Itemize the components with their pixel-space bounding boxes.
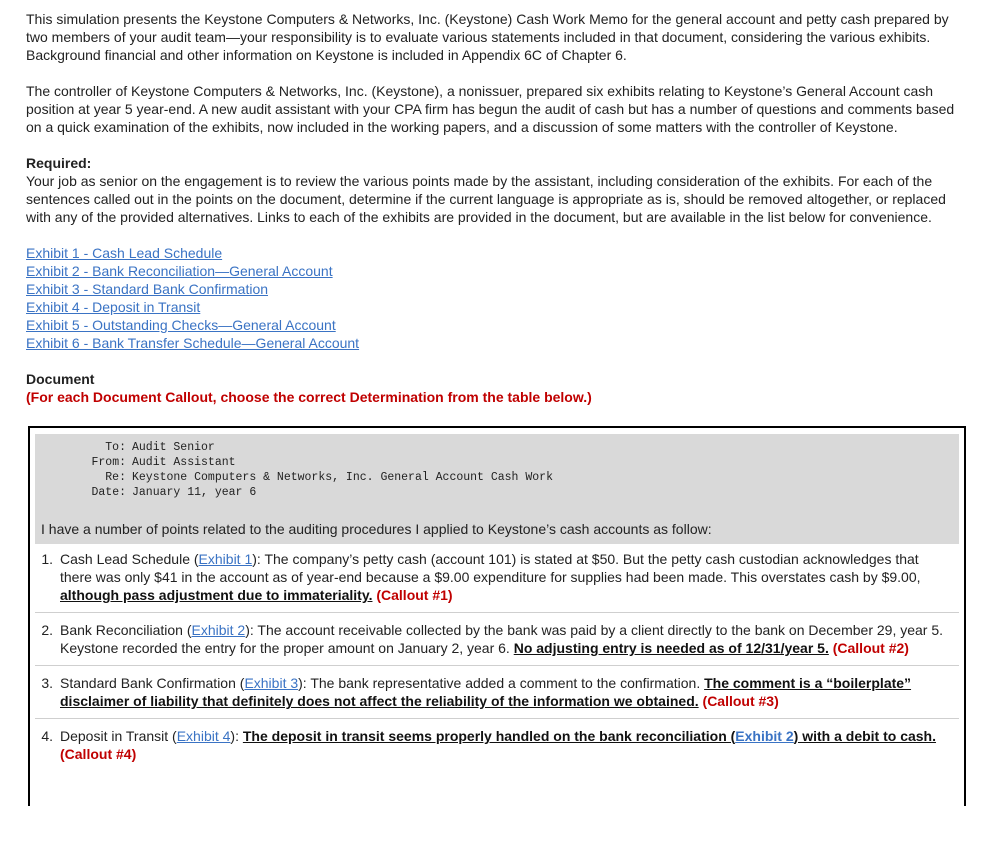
divider <box>35 612 959 613</box>
memo-from-row <box>43 455 951 470</box>
intro-paragraph-2: The controller of Keystone Computers & Networks, Inc. (Keystone), a nonissuer, prepared six exhibits relating to Keystone’s General Account cash position at year 5 year-end. A new audit assistant with your CPA firm has begun the audit of cash but has a number of questions and comments based on a quick examination of the exhibits, now included in the working papers, and a discussion of some matters with the controller of Keystone. <box>26 83 955 135</box>
callout-3-label: (Callout #3) <box>702 693 779 709</box>
exhibit-4-link[interactable]: Exhibit 4 - Deposit in Transit <box>26 299 201 315</box>
exhibit-2-inline-link[interactable]: Exhibit 2 <box>735 728 794 744</box>
point-lead: Cash Lead Schedule ( <box>60 551 199 567</box>
memo-points <box>35 544 959 763</box>
callout-1-statement[interactable]: although pass adjustment due to immateriality. <box>60 587 373 603</box>
point-number: 4. <box>41 728 53 744</box>
memo-to-row <box>43 440 951 455</box>
point-lead: Bank Reconciliation ( <box>60 622 192 638</box>
intro-paragraph-1: This simulation presents the Keystone Computers & Networks, Inc. (Keystone) Cash Work Memo for the general account and petty cash prepared by two members of your audit team—your responsibility is to evaluate various statements included in that document, considering the various exhibits. Background financial and other information on Keystone is included in Appendix 6C of Chapter 6. <box>26 11 949 63</box>
memo-header <box>35 434 959 520</box>
exhibit-3-inline-link[interactable]: Exhibit 3 <box>244 675 299 691</box>
memo-point-1 <box>35 550 959 604</box>
document-title: Document <box>26 371 95 387</box>
exhibit-6-link[interactable]: Exhibit 6 - Bank Transfer Schedule—General Account <box>26 335 360 351</box>
memo-point-3 <box>35 674 959 710</box>
point-text: ): The company’s petty cash (account 101) is stated at $50. But the petty cash custodian acknowledges that there was only $41 in the account as of year-end because a $9.00 expenditure for supplies had been made. This overstates cash by $9.00, <box>60 551 921 585</box>
memo-intro: I have a number of points related to the auditing procedures I applied to Keystone’s cash accounts as follow: <box>35 520 959 544</box>
point-text: ): <box>230 728 243 744</box>
exhibit-link-list <box>26 244 962 352</box>
callout-4-statement[interactable] <box>243 728 936 744</box>
document-instruction: (For each Document Callout, choose the correct Determination from the table below.) <box>26 389 592 405</box>
exhibit-3-link[interactable]: Exhibit 3 - Standard Bank Confirmation <box>26 281 269 297</box>
exhibit-5-link[interactable]: Exhibit 5 - Outstanding Checks—General Account <box>26 317 336 333</box>
memo-date-label: Date: <box>91 486 126 499</box>
divider <box>35 665 959 666</box>
callout-3-statement[interactable]: The comment is a “boilerplate” disclaimer of liability that definitely does not affect the reliability of the information we obtained. <box>60 675 912 709</box>
callout-1-label: (Callout #1) <box>376 587 453 603</box>
callout-2-statement[interactable]: No adjusting entry is needed as of 12/31/year 5. <box>513 640 829 656</box>
point-lead: Standard Bank Confirmation ( <box>60 675 245 691</box>
required-section <box>26 154 962 226</box>
callout-2-label: (Callout #2) <box>832 640 909 656</box>
exhibit-1-link[interactable]: Exhibit 1 - Cash Lead Schedule <box>26 245 223 261</box>
memo-re-label: Re: <box>105 471 126 484</box>
point-text: ): The account receivable collected by the bank was paid by a client directly to the bank on December 29, year 5. Keystone recorded the entry for the proper amount on January 2, year 6. <box>60 622 944 656</box>
point-number: 1. <box>41 551 53 567</box>
memo-from-label: From: <box>91 456 126 469</box>
callout-4-statement-part-a: The deposit in transit seems properly handled on the bank reconciliation ( <box>242 728 736 744</box>
callout-4-statement-part-b: ) with a debit to cash. <box>793 728 937 744</box>
point-lead: Deposit in Transit ( <box>60 728 177 744</box>
required-text: Your job as senior on the engagement is to review the various points made by the assistant, including consideration of the exhibits. For each of the sentences called out in the points on the document, determine if the current language is appropriate as is, should be removed altogether, or replaced with any of the provided alternatives. Links to each of the exhibits are provided in the document, but are available in the list below for convenience. <box>26 173 946 225</box>
callout-4-label: (Callout #4) <box>60 746 137 762</box>
memo-date-value: January 11, year 6 <box>132 486 257 499</box>
memo-point-4 <box>35 727 959 763</box>
memo-re-row <box>43 470 951 485</box>
point-text: ): The bank representative added a comment to the confirmation. <box>298 675 705 691</box>
exhibit-1-inline-link[interactable]: Exhibit 1 <box>198 551 253 567</box>
memo-point-2 <box>35 621 959 657</box>
divider <box>35 718 959 719</box>
memo-from-value: Audit Assistant <box>132 456 236 469</box>
point-number: 3. <box>41 675 53 691</box>
memo-to-label: To: <box>105 441 126 454</box>
exhibit-2-link[interactable]: Exhibit 2 - Bank Reconciliation—General Account <box>26 263 333 279</box>
memo-to-value: Audit Senior <box>132 441 215 454</box>
memo-date-row <box>43 485 951 500</box>
memo-panel <box>28 426 966 806</box>
exhibit-2-inline-link[interactable]: Exhibit 2 <box>191 622 246 638</box>
required-title: Required: <box>26 155 92 171</box>
memo-re-value: Keystone Computers & Networks, Inc. General Account Cash Work <box>132 471 553 484</box>
exhibit-4-inline-link[interactable]: Exhibit 4 <box>176 728 231 744</box>
point-number: 2. <box>41 622 53 638</box>
